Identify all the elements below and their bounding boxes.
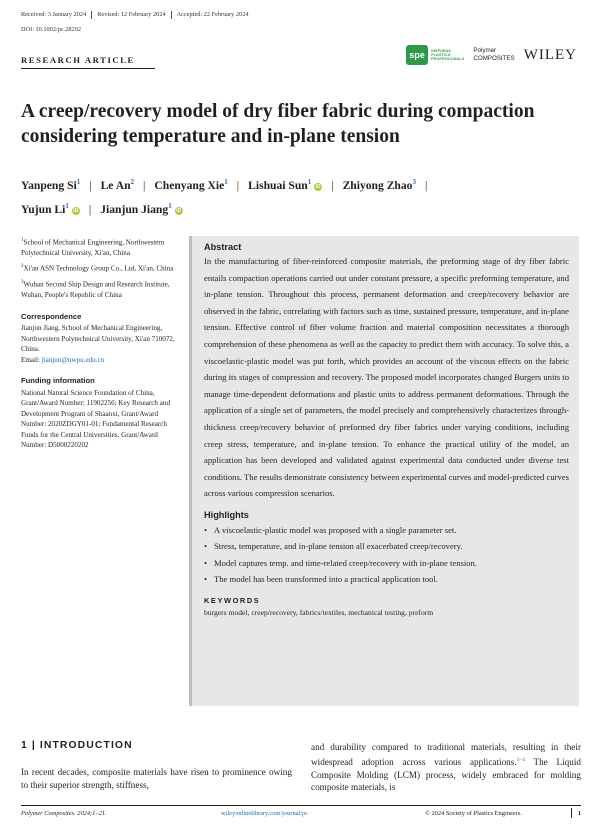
author-separator: |: [88, 202, 92, 216]
accepted-date: Accepted: 22 February 2024: [176, 11, 249, 18]
correspondence-heading: Correspondence: [21, 311, 82, 321]
spe-badge: spe: [406, 45, 428, 65]
spe-wordmark: [431, 49, 464, 62]
author-list: [21, 172, 581, 220]
affiliation: $^3$Wuhan Second Ship Design and Research Institute, Wuhan, People's Republic of China: [21, 280, 170, 300]
journal-name-line2: COMPOSITES: [473, 55, 515, 62]
keywords-heading: KEYWORDS: [204, 595, 261, 605]
abstract-text: In the manufacturing of fiber-reinforced composite materials, the preforming stage of dry fiber fabric entails compaction operations carried out under constant pressure, a specific preforming temperature, and in-plane tension. Throughout this process, permanent deformation and creep/recovery behavior are observed in the fabric, correlating with factors such as time, sustained pressure, temperature, and in-plane tension. Effective control of fiber volume fraction and material composition necessitates a thorough comprehension of these phenomena as well as the capacity to predict them with accuracy. To solve this, a viscoelastic-plastic model was put forth, which provides an account of the viscous effects on the fabric during its stages of compression and recovery. The proposed model incorporates changed Burgers units to manage time-dependent deformations and plastic units to address permanent deformations. Through the application of a single set of parameters, the model precisely and comprehensively characterizes through-thickness creep/recovery behavior of preformed dry fiber fabrics under varying conditions, including creep stress, temperature, and in-plane tension. To enhance the practical utility of the model, an application has been developed and validated against experimental data conducted under diverse test conditions. The results demonstrate consistency between experimental curves and model-predicted curves across various compression scenarios.: [204, 256, 569, 499]
introduction-heading: 1 | INTRODUCTION: [21, 740, 133, 751]
funding-text: National Natural Science Foundation of China, Grant/Award Number: 11902256; Key Research and Development Program of Shaanxi, Grant/Award Number: 2020ZDGY01-01; Fundamental Research Funds for the Central Universities, Grant/Award Number: D5000220202: [21, 388, 170, 450]
footer-rule: [21, 805, 581, 806]
divider: [571, 808, 572, 818]
highlights-list: [204, 522, 569, 588]
author[interactable]: Lishuai Sun$^1$iD: [248, 178, 321, 192]
article-dates: [21, 11, 249, 19]
received-date: Received: 3 January 2024: [21, 11, 87, 18]
orcid-icon[interactable]: iD: [176, 207, 182, 214]
author-separator: |: [331, 178, 334, 192]
spe-logo: [406, 45, 464, 65]
highlight-item: • Model captures temp. and time-related creep/recovery with in-plane tension.: [204, 555, 569, 571]
revised-date: Revised: 12 February 2024: [97, 11, 166, 18]
correspondence-text: Jianjun Jiang, School of Mechanical Engineering, Northwestern Polytechnical University, Xi'an 710072, China. Email: jianjun@nwpu.edu.cn: [21, 324, 175, 364]
author-separator: |: [89, 178, 92, 192]
highlights-heading: Highlights: [204, 509, 249, 520]
citation-link[interactable]: 1–4: [516, 756, 525, 763]
orcid-icon[interactable]: iD: [73, 207, 79, 214]
copyright: © 2024 Society of Plastics Engineers.: [425, 810, 522, 817]
journal-url[interactable]: wileyonlinelibrary.com/journal/pc: [221, 810, 309, 817]
divider: [91, 11, 92, 19]
email-link[interactable]: jianjun@nwpu.edu.cn: [41, 355, 105, 364]
spe-word: PLASTICS: [431, 52, 451, 57]
article-type-rule: [21, 68, 155, 69]
funding-heading: Funding information: [21, 376, 95, 386]
sidebar-info: [21, 236, 181, 451]
author[interactable]: Zhiyong Zhao$^3$: [342, 178, 416, 192]
spe-word: PROFESSIONALS: [431, 57, 465, 62]
affiliation: $^2$Xi'an ASN Technology Group Co., Ltd, Xi'an, China: [21, 264, 174, 273]
divider: [171, 11, 172, 19]
keywords: burgers model, creep/recovery, fabrics/textiles, mechanical testing, preform: [204, 607, 434, 617]
author[interactable]: Yujun Li$^1$iD: [21, 201, 79, 216]
doi[interactable]: DOI: 10.1002/pc.28292: [21, 26, 81, 33]
abstract-heading: Abstract: [204, 242, 242, 252]
article-type: RESEARCH ARTICLE: [21, 55, 135, 65]
author-separator: |: [236, 178, 240, 192]
wiley-logo: WILEY: [523, 46, 577, 63]
article-title: A creep/recovery model of dry fiber fabric during compaction considering temperature and in-plane tension: [21, 101, 535, 147]
affiliation: $^1$School of Mechanical Engineering, Northwestern Polytechnical University, Xi'an, China: [21, 238, 165, 257]
author[interactable]: Yanpeng Si$^1$: [21, 178, 81, 192]
publisher-logos: [406, 43, 577, 67]
page-number: 1: [577, 810, 581, 817]
highlight-item: • A viscoelastic-plastic model was proposed with a single parameter set.: [204, 522, 569, 538]
abstract-box: [189, 236, 579, 706]
orcid-icon[interactable]: iD: [315, 183, 321, 190]
author-separator: |: [143, 178, 146, 192]
journal-name-line1: Polymer: [473, 47, 497, 54]
author[interactable]: Le An$^2$: [100, 178, 135, 192]
journal-citation: Polymer Composites. 2024;1–21.: [21, 810, 107, 817]
spe-word: INSPIRING: [431, 48, 452, 53]
highlight-item: • The model has been transformed into a practical application tool.: [204, 571, 569, 587]
author[interactable]: Jianjun Jiang$^1$iD: [100, 201, 182, 216]
highlight-item: • Stress, temperature, and in-plane tension all exacerbated creep/recovery.: [204, 538, 569, 554]
author-separator: |: [424, 178, 428, 192]
body-text-right: and durability compared to traditional materials, resulting in their widespread adoption across various applications.$^{1-4}$ The Liquid Composite Molding (LCM) process, widely embraced for molding composite materials, is: [311, 742, 581, 793]
author[interactable]: Chenyang Xie$^1$: [154, 178, 228, 192]
body-text-left: In recent decades, composite materials have risen to prominence owing to their superior strength, stiffness,: [21, 767, 292, 790]
journal-logo: [473, 47, 514, 63]
